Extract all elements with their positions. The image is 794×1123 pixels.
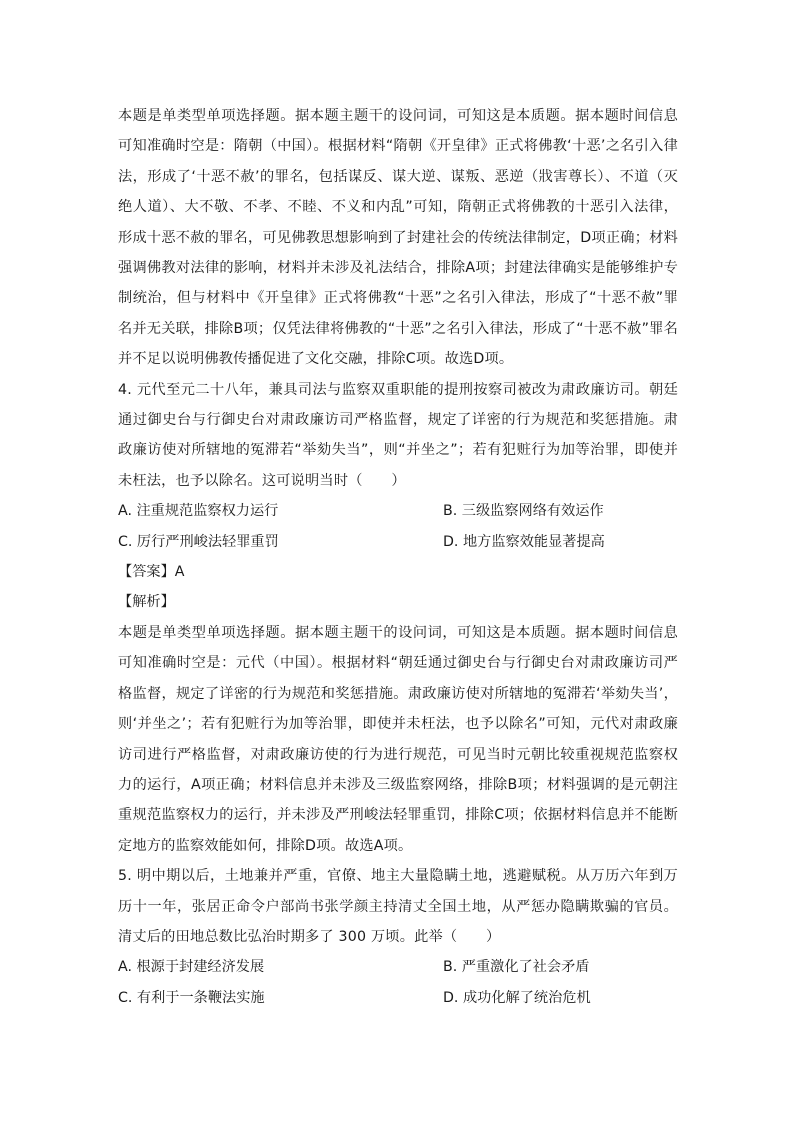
q5-stem: 5. 明中期以后，土地兼并严重，官僚、地主大量隐瞒土地，逃避赋税。从万历六年到万历十一年，张居正命令户部尚书张学颜主持清丈全国土地，从严惩办隐瞒欺骗的官员。清丈后的田地总数比弘治时期多了 300 万顷。此举（ ） [118, 868, 678, 945]
q4-options-row-2 [118, 527, 678, 557]
q5-options-row-1 [118, 952, 678, 982]
q4-option-c: C. 厉行严刑峻法轻罪重罚 [118, 533, 279, 550]
q4-options-row-1 [118, 496, 678, 526]
q4-option-b: B. 三级监察网络有效运作 [443, 503, 604, 520]
q4-answer: 【答案】A [118, 564, 185, 581]
q5-options-row-2 [118, 983, 678, 1013]
q5-option-a: A. 根源于封建经济发展 [118, 959, 265, 976]
q3-explanation: 本题是单类型单项选择题。据本题主题干的设问词，可知这是本质题。据本题时间信息可知准确时空是：隋朝（中国）。根据材料“隋朝《开皇律》正式将佛教‘十恶’之名引入律法，形成了‘十恶不赦’的罪名，包括谋反、谋大逆、谋叛、恶逆（戕害尊长）、不道（灭绝人道）、大不敬、不孝、不睦、不义和内乱”可知，隋朝正式将佛教的十恶引入法律，形成十恶不赦的罪名，可见佛教思想影响到了封建社会的传统法律制定，D项正确；材料强调佛教对法律的影响，材料并未涉及礼法结合，排除A项；封建法律确实是能够维护专制统治，但与材料中《开皇律》正式将佛教“十恶”之名引入律法，形成了“十恶不赦”罪名并无关联，排除B项；仅凭法律将佛教的“十恶”之名引入律法，形成了“十恶不赦”罪名并不足以说明佛教传播促进了文化交融，排除C项。故选D项。 [118, 108, 678, 368]
document-page [118, 101, 678, 1013]
q4-analysis-label: 【解析】 [118, 594, 175, 611]
q4-explanation: 本题是单类型单项选择题。据本题主题干的设问词，可知这是本质题。据本题时间信息可知准确时空是：元代（中国）。根据材料“朝廷通过御史台与行御史台对肃政廉访司严格监督，规定了详密的行为规范和奖惩措施。肃政廉访使对所辖地的冤滞若‘举劾失当’，则‘并坐之’；若有犯赃行为加等治罪，即使并未枉法，也予以除名”可知，元代对肃政廉访司进行严格监督，对肃政廉访使的行为进行规范，可见当时元朝比较重视规范监察权力的运行，A项正确；材料信息并未涉及三级监察网络，排除B项；材料强调的是元朝注重规范监察权力的运行，并未涉及严刑峻法轻罪重罚，排除C项；依据材料信息并不能断定地方的监察效能如何，排除D项。故选A项。 [118, 624, 678, 854]
q4-stem: 4. 元代至元二十八年，兼具司法与监察双重职能的提刑按察司被改为肃政廉访司。朝廷通过御史台与行御史台对肃政廉访司严格监督，规定了详密的行为规范和奖惩措施。肃政廉访使对所辖地的冤滞若“举劾失当”，则“并坐之”；若有犯赃行为加等治罪，即使并未枉法，也予以除名。这可说明当时（ ） [118, 381, 678, 489]
q4-option-a: A. 注重规范监察权力运行 [118, 503, 279, 520]
q5-option-b: B. 严重激化了社会矛盾 [443, 959, 590, 976]
q4-option-d: D. 地方监察效能显著提高 [443, 533, 605, 550]
q5-option-d: D. 成功化解了统治危机 [443, 989, 591, 1006]
q5-option-c: C. 有利于一条鞭法实施 [118, 989, 265, 1006]
